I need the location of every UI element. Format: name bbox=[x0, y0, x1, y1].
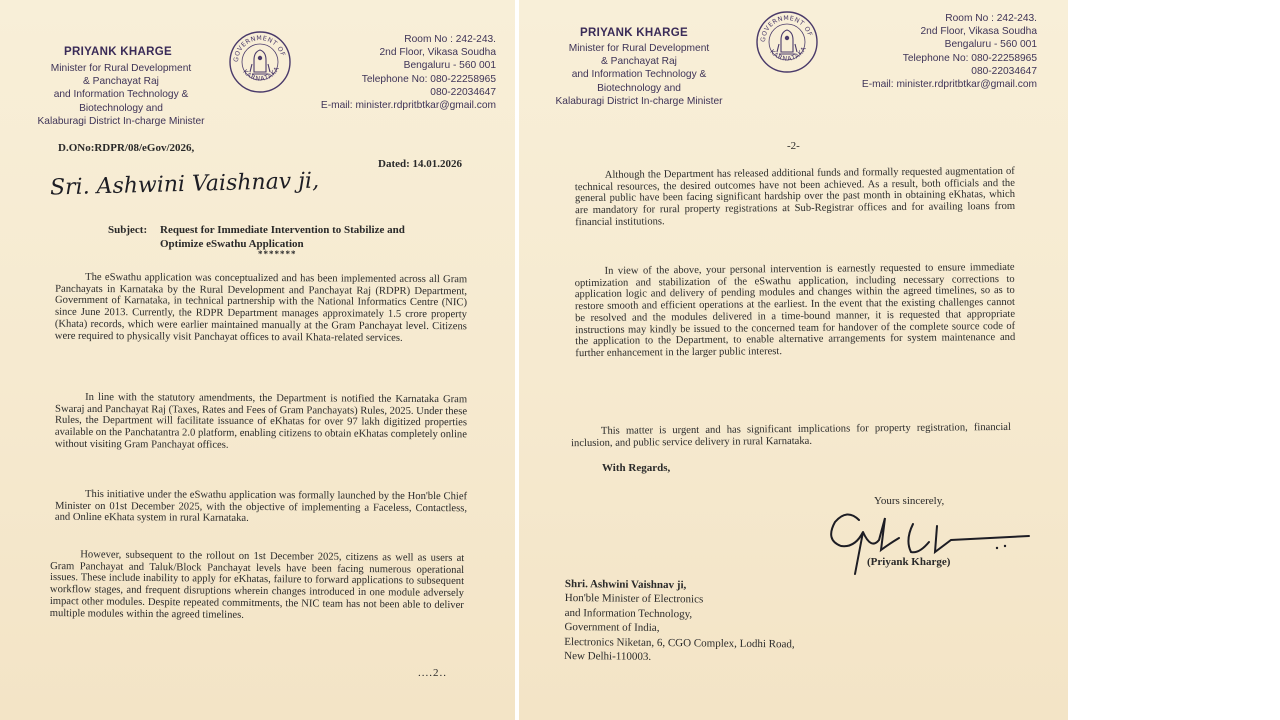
minister-name: PRIYANK KHARGE bbox=[64, 46, 172, 58]
signature-icon bbox=[819, 500, 1039, 580]
svg-text:GOVERNMENT OF: GOVERNMENT OF bbox=[232, 34, 287, 63]
subject-label: Subject: bbox=[108, 224, 148, 236]
karnataka-emblem-icon-p2 bbox=[755, 10, 819, 74]
minister-titles-p2: Minister for Rural Development & Panchayat Raj and Information Technology & Biotechnology and Kalaburagi District In-charge Minister bbox=[555, 43, 723, 107]
subject-text: Request for Immediate Intervention to Stabilize and Optimize eSwathu Application bbox=[160, 224, 405, 250]
with-regards: With Regards, bbox=[602, 462, 671, 474]
svg-text:KARNATAKA: KARNATAKA bbox=[768, 45, 809, 63]
page-number: -2- bbox=[787, 140, 800, 152]
office-address-p2: Room No : 242-243. 2nd Floor, Vikasa Soudha Bengaluru - 560 001 Telephone No: 080-22258965 080-22034647 E-mail: minister.rdpritbtkar@gmail.com bbox=[861, 13, 1037, 91]
addressee-block: Shri. Ashwini Vaishnav ji, Hon'ble Minister of Electronics and Information Technology, Government of India, Electronics Niketan, 6, CGO Complex, Lodhi Road, New Delhi-110003. bbox=[564, 577, 795, 663]
office-address: Room No : 242-243. 2nd Floor, Vikasa Soudha Bengaluru - 560 001 Telephone No: 080-22258965 080-22034647 E-mail: minister.rdpritbtkar@gmail.com bbox=[320, 34, 496, 112]
svg-text:GOVERNMENT OF: GOVERNMENT OF bbox=[759, 14, 814, 43]
letter-page-2 bbox=[519, 0, 1068, 720]
handwritten-salutation: Sri. Ashwini Vaishnav ji, bbox=[49, 168, 320, 201]
page2-paragraph-3: This matter is urgent and has significant implications for property registration, financial inclusion, and public service delivery in rural Karnataka. bbox=[571, 421, 1011, 449]
subject-stars: ******* bbox=[258, 249, 297, 259]
page-continuation: ....2.. bbox=[418, 667, 447, 679]
page2-paragraph-1: Although the Department has released additional funds and formally requested augmentation of technical resources, the desired outcomes have not been achieved. As a result, both officials and the general public have been facing significant hardship over the past month in obtaining eKhatas, which are mandatory for rural property registrations at Sub-Registrar offices and for availing loans from financial institutions. bbox=[574, 165, 1016, 228]
svg-text:KARNATAKA: KARNATAKA bbox=[241, 65, 282, 83]
page2-paragraph-2: In view of the above, your personal intervention is earnestly requested to ensure immediate optimization and stabilization of the eSwathu application, including necessary corrections to application logic and delivery of pending modules and changes within the agreed timelines, so as to restore smooth and efficient operations at the earliest. In the event that the existing challenges cannot be resolved and the modules delivered in a time-bound manner, it is requested that appropriate instructions may kindly be issued to the concerned team for handover of the complete source code of the application to the Department, to enable alternative arrangements for system maintenance and further enhancement in the larger public interest. bbox=[574, 261, 1016, 360]
minister-titles: Minister for Rural Development & Panchayat Raj and Information Technology & Biotechnology and Kalaburagi District In-charge Minister bbox=[37, 63, 205, 127]
minister-name-p2: PRIYANK KHARGE bbox=[580, 27, 688, 39]
page1-paragraph-2: In line with the statutory amendments, the Department is notified the Karnataka Gram Swaraj and Panchayat Raj (Taxes, Rates and Fees of Gram Panchayats) Rules, 2025. Under these Rules, the Department will facilitate issuance of eKhatas for over 97 lakh digitized properties available on the Panchatantra 2.0 platform, enabling citizens to obtain eKhatas completely online without visiting Gram Panchayat offices. bbox=[54, 391, 468, 451]
page1-paragraph-4: However, subsequent to the rollout on 1st December 2025, citizens as well as users at Gram Panchayat and Taluk/Block Panchayat levels have been facing numerous operational issues. These include inability to apply for eKhatas, failure to forward applications to subsequent workflow stages, and frequent disruptions wherein changes introduced in one module adversely impact other modules. Despite repeated commitments, the NIC team has not been able to deliver multiple modules within the agreed timelines. bbox=[49, 549, 465, 621]
page1-paragraph-1: The eSwathu application was conceptualized and has been implemented across all Gram Panchayats in Karnataka by the Rural Development and Panchayat Raj (RDPR) Department, Government of Karnataka, in technical partnership with the National Informatics Centre (NIC) since June 2013. Currently, the RDPR Department manages approximately 1.5 crore property (Khata) records, which were earlier maintained manually at the Gram Panchayat level. Citizens were required to physically visit Panchayat offices to avail Khata-related services. bbox=[54, 271, 468, 344]
yours-sincerely: Yours sincerely, bbox=[874, 495, 945, 507]
page1-paragraph-3: This initiative under the eSwathu application was formally launched by the Hon'ble Chief Minister on 01st December 2025, with the objective of implementing a Faceless, Contactless, and Online eKhata system in rural Karnataka. bbox=[54, 488, 468, 525]
reference-number: D.ONo:RDPR/08/eGov/2026, bbox=[58, 142, 195, 154]
signature-name: (Priyank Kharge) bbox=[867, 556, 951, 568]
letter-page-1 bbox=[0, 0, 515, 720]
karnataka-emblem-icon bbox=[228, 30, 292, 94]
letter-date: Dated: 14.01.2026 bbox=[378, 158, 463, 170]
